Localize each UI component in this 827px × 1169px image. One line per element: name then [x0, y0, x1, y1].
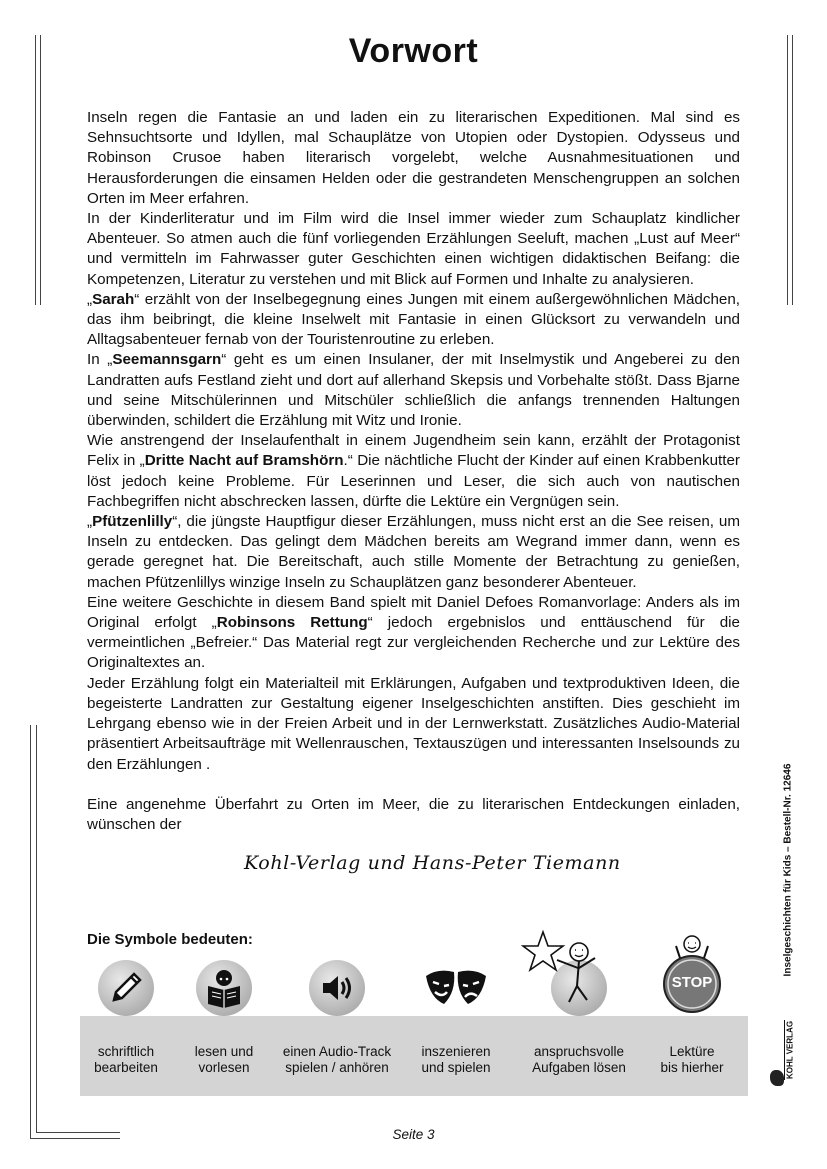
publisher-logo-text: KOHL VERLAG — [785, 1020, 795, 1080]
text-segment: Eine weitere Geschichte in diesem Band spielt mit Daniel Defoes Romanvorlage: Anders als im Original erfolgt „ — [87, 593, 740, 632]
body-paragraph — [87, 593, 740, 674]
text-segment: “ jedoch ergebnislos und enttäuschend für die vermeintlichen „Befreier.“ Das Material regt zur vergleichenden Recherche und zur Lektüre des Originaltextes an. — [87, 614, 740, 672]
stop-sign-text: STOP — [671, 974, 713, 991]
body-paragraph — [87, 674, 740, 775]
symbol-speaker — [282, 960, 392, 1075]
symbol-label-line1: Lektüre — [669, 1044, 715, 1059]
symbol-label-line2: Aufgaben lösen — [532, 1060, 626, 1075]
story-title: Pfützenlilly — [92, 513, 173, 531]
symbol-label-line2: vorlesen — [198, 1060, 250, 1075]
body-paragraph — [87, 775, 740, 795]
body-paragraph — [87, 512, 740, 593]
text-segment: Wie anstrengend der Inselaufenthalt in einem Jugendheim sein kann, erzählt der Protagonist Felix in „ — [87, 432, 740, 470]
symbol-stop — [660, 960, 724, 1075]
text-segment: .“ Die nächtliche Flucht der Kinder auf einen Krabbenkutter löst jedoch keine Probleme. Für Leserinnen und Leser, die sich auch von nautischen Fachbegriffen nicht abschrecken lassen, dürfte die Lektüre ein Vergnügen sein. — [87, 452, 740, 510]
symbol-label-line1: lesen und — [194, 1044, 254, 1059]
body-paragraph — [87, 290, 740, 351]
text-segment: Eine angenehme Überfahrt zu Orten im Meer, die zu literarischen Entdeckungen einladen, wünschen der — [87, 795, 740, 834]
text-segment: Jeder Erzählung folgt ein Materialteil mit Erklärungen, Aufgaben und textproduktiven Ideen, die begeisterte Landratten zur Gestaltung eigener Inselgeschichten anstiften. Dies geschieht im Lehrgang ebenso wie in der Freien Arbeit und in der Lernwerkstatt. Zusätzliches Audio-Material präsentiert Arbeitsaufträge mit Wellenrauschen, Textauszügen und interessanten Inselsounds zu den Erzählungen . — [87, 674, 740, 773]
text-segment: „ — [87, 513, 93, 531]
frame-left-bottom-line-inner — [36, 725, 37, 1132]
page-title: Vorwort — [348, 32, 479, 70]
story-title: Dritte Nacht auf Bramshörn — [144, 452, 344, 470]
symbol-challenge — [532, 960, 626, 1075]
side-order-number — [780, 730, 796, 1010]
text-segment: “ geht es um einen Insulaner, der mit Inselmystik und Angeberei zu den Landratten aufs Festland zieht und dort auf allerhand Skepsis und Vorbehalte stößt. Dass Bjarne und seine Mitschülerinnen und Mitschüler schließlich die anfangs trennenden Haltungen überwinden, schildert die Erzählung mit Witz und Ironie. — [87, 351, 740, 430]
side-text-label: Inselgeschichten für Kids – Bestell-Nr. 12646 — [782, 763, 794, 977]
symbol-label-line2: bis hierher — [660, 1060, 724, 1075]
publisher-logo — [768, 1020, 798, 1090]
symbol-label-line1: inszenieren — [421, 1044, 491, 1059]
reading-icon — [196, 960, 252, 1016]
symbol-label-line2: bearbeiten — [94, 1060, 158, 1075]
pencil-icon — [98, 960, 154, 1016]
symbol-label-line1: schriftlich — [97, 1044, 155, 1059]
frame-left-top-line — [35, 35, 36, 305]
symbol-label-line2: und spielen — [421, 1060, 491, 1075]
frame-right-top-line-inner — [792, 35, 793, 305]
theater-masks-icon — [424, 960, 488, 1016]
signature: Kohl-Verlag und Hans-Peter Tiemann — [244, 852, 621, 874]
star-figure-icon — [551, 960, 607, 1016]
page-number: Seite 3 — [392, 1127, 435, 1142]
text-segment: In „ — [87, 351, 113, 369]
text-segment — [87, 776, 91, 793]
frame-right-top-line — [787, 35, 788, 305]
text-segment: “ erzählt von der Inselbegegnung eines Jungen mit einem außergewöhnlichen Mädchen, das ihm beibringt, die kleine Inselwelt mit Fantasie in einen Glücksort zu verwandeln und Alltagsabenteuer fernab von der Touristenroutine zu erleben. — [87, 290, 740, 349]
story-title: Robinsons Rettung — [216, 614, 368, 632]
story-title: Sarah — [92, 290, 135, 308]
text-segment: Inseln regen die Fantasie an und laden ein zu literarischen Expeditionen. Mal sind es Sehnsuchtsorte und Idyllen, mal Schauplätze von Utopien oder Dystopien. Odysseus und Robinson Crusoe haben literarisch vorgelebt, welche Ausnahmesituationen und Herausforderungen die einsamen Helden oder die gestrandeten Menschengruppen an solchen Orten im Meer erfahren. — [87, 109, 740, 207]
symbol-pencil — [94, 960, 158, 1075]
frame-left-top-line-inner — [40, 35, 41, 305]
text-segment: In der Kinderliteratur und im Film wird die Insel immer wieder zum Schauplatz kindlicher Abenteuer. So atmen auch die fünf vorliegenden Erzählungen Seeluft, machen „Lust auf Meer“ und vermitteln im Fahrwasser guter Geschichten einen wichtigen didaktischen Beifang: die Kompetenzen, Literatur zu verstehen und mit Blick auf Formen und Inhalte zu analysieren. — [87, 210, 740, 288]
stop-sign-icon — [664, 960, 720, 1016]
symbol-theater — [421, 960, 491, 1075]
text-segment: „ — [87, 290, 93, 308]
body-paragraph — [87, 108, 740, 209]
body-text — [87, 108, 740, 835]
symbol-reading — [194, 960, 254, 1075]
text-segment: “, die jüngste Hauptfigur dieser Erzählungen, muss nicht erst an die See reisen, um Inseln zu entdecken. Das gelingt dem Mädchen bereits am Wegrand immer dann, wenn es gerade geregnet hat. Die Bereitschaft, auch stille Momente der Betrachtung zu genießen, machen Pfützenlillys winzige Inseln zu Schauplätzen ganz besonderer Abenteuer. — [87, 513, 740, 591]
symbol-label-line1: einen Audio-Track — [282, 1044, 392, 1059]
body-paragraph — [87, 209, 740, 290]
frame-left-bottom-line — [30, 725, 31, 1138]
body-paragraph — [87, 350, 740, 431]
symbol-label-line2: spielen / anhören — [285, 1060, 389, 1075]
body-paragraph — [87, 795, 740, 835]
symbol-label-line1: anspruchsvolle — [533, 1044, 625, 1059]
symbol-legend-bar — [80, 1016, 748, 1096]
story-title: Seemannsgarn — [112, 351, 222, 369]
speaker-icon — [309, 960, 365, 1016]
body-paragraph — [87, 431, 740, 512]
symbols-heading: Die Symbole bedeuten: — [87, 931, 253, 948]
